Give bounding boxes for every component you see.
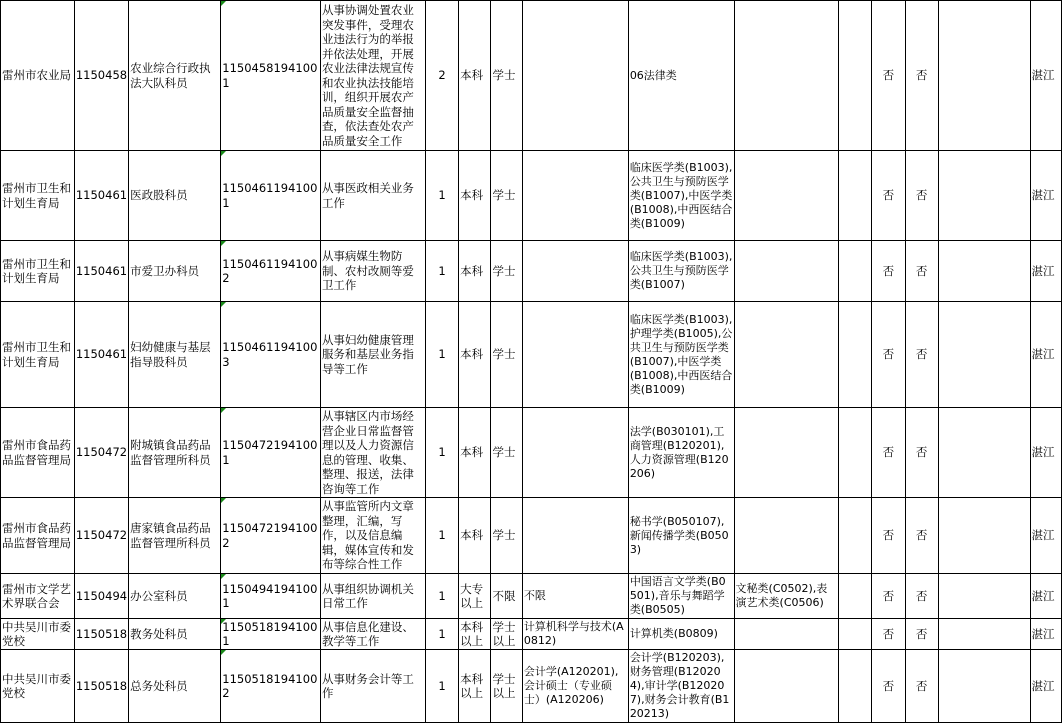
degree-text: 学士 (492, 263, 516, 278)
degree-cell (491, 498, 522, 574)
unit-code-text: 1150461 (75, 347, 128, 362)
graduate-major-cell (522, 498, 628, 574)
duties-cell (320, 498, 425, 574)
table-row (1, 650, 1062, 723)
position-code-cell (221, 498, 321, 574)
blank-cell (938, 574, 1030, 619)
education-text: 本科 (460, 347, 484, 362)
college-major-text: 文秘类(C0502),表演艺术类(C0506) (735, 582, 828, 609)
requirement-cell (872, 619, 905, 650)
headcount-cell (426, 574, 459, 619)
unit-name-text: 雷州市卫生和计划生育局 (2, 340, 71, 369)
city-text: 湛江 (1031, 626, 1055, 641)
undergraduate-major-text: 中国语言文学类(B0501),音乐与舞蹈学类(B0505) (629, 575, 726, 616)
headcount-cell (426, 302, 459, 408)
city-text: 湛江 (1031, 263, 1055, 278)
unit-code-cell (74, 574, 128, 619)
position-name-text: 农业综合行政执法大队科员 (130, 61, 211, 90)
city-text: 湛江 (1031, 678, 1055, 693)
city-cell (1030, 151, 1062, 241)
requirement-cell (905, 498, 938, 574)
requirement-cell (905, 241, 938, 302)
requirement-cell (872, 302, 905, 408)
table-row (1, 619, 1062, 650)
requirement-text: 否 (915, 626, 928, 641)
requirement-cell (905, 151, 938, 241)
table-row (1, 151, 1062, 241)
unit-name-cell (1, 498, 75, 574)
degree-text: 不限 (492, 588, 516, 603)
requirement-text: 否 (882, 588, 895, 603)
city-cell (1030, 1, 1062, 151)
cell-comment-marker-icon (221, 498, 226, 503)
position-name-cell (129, 151, 221, 241)
requirement-cell (872, 241, 905, 302)
city-cell (1030, 498, 1062, 574)
degree-cell (491, 1, 522, 151)
headcount-cell (426, 151, 459, 241)
headcount-cell (426, 241, 459, 302)
unit-code-cell (74, 1, 128, 151)
duties-text: 从事妇幼健康管理服务和基层业务指导等工作 (321, 332, 414, 376)
blank-cell (839, 574, 872, 619)
graduate-major-text: 不限 (523, 589, 546, 602)
requirement-text: 否 (915, 68, 928, 83)
unit-name-cell (1, 1, 75, 151)
degree-text: 学士 (492, 347, 516, 362)
education-cell (459, 241, 491, 302)
education-text: 本科以上 (460, 619, 484, 648)
blank-cell (839, 498, 872, 574)
city-text: 湛江 (1031, 445, 1055, 460)
position-code-text: 11504721941001 (222, 438, 318, 467)
education-text: 大专以上 (460, 581, 484, 610)
position-code-text: 11504611941002 (222, 256, 318, 285)
requirement-text: 否 (882, 528, 895, 543)
unit-name-cell (1, 302, 75, 408)
position-name-text: 医政股科员 (130, 188, 188, 203)
undergraduate-major-text: 06法律类 (629, 68, 677, 82)
unit-name-text: 雷州市食品药品监督管理局 (2, 521, 71, 550)
education-cell (459, 650, 491, 723)
city-cell (1030, 241, 1062, 302)
requirement-cell (872, 1, 905, 151)
duties-text: 从事财务会计等工作 (321, 671, 414, 700)
table-row (1, 574, 1062, 619)
requirement-cell (905, 650, 938, 723)
graduate-major-cell (522, 619, 628, 650)
blank-cell (938, 1, 1030, 151)
graduate-major-cell (522, 1, 628, 151)
undergraduate-major-text: 临床医学类(B1003),公共卫生与预防医学类(B1007) (629, 250, 733, 291)
blank-cell (839, 408, 872, 498)
position-name-cell (129, 241, 221, 302)
headcount-cell (426, 408, 459, 498)
position-name-text: 唐家镇食品药品监督管理所科员 (130, 521, 211, 550)
position-name-cell (129, 498, 221, 574)
college-major-cell (734, 302, 839, 408)
requirement-cell (905, 619, 938, 650)
education-text: 本科 (460, 528, 484, 543)
duties-text: 从事监管所内文章整理，汇编，写作，以及信息编辑，媒体宣传和发布等综合性工作 (321, 499, 414, 572)
position-code-text: 11505181941002 (222, 671, 318, 700)
unit-name-cell (1, 151, 75, 241)
position-code-cell (221, 1, 321, 151)
undergraduate-major-cell (628, 498, 734, 574)
headcount-text: 1 (438, 347, 446, 362)
college-major-cell (734, 650, 839, 723)
undergraduate-major-text: 法学(B030101),工商管理(B120201),人力资源管理(B120206) (629, 424, 729, 480)
city-cell (1030, 619, 1062, 650)
duties-cell (320, 1, 425, 151)
position-code-cell (221, 619, 321, 650)
headcount-text: 1 (438, 588, 446, 603)
unit-name-text: 雷州市卫生和计划生育局 (2, 256, 71, 285)
blank-cell (938, 151, 1030, 241)
position-name-text: 市爱卫办科员 (130, 263, 200, 278)
unit-code-cell (74, 302, 128, 408)
city-text: 湛江 (1031, 588, 1055, 603)
position-name-text: 总务处科员 (130, 678, 188, 693)
unit-code-cell (74, 619, 128, 650)
degree-cell (491, 619, 522, 650)
unit-code-cell (74, 650, 128, 723)
requirement-cell (905, 408, 938, 498)
undergraduate-major-text: 临床医学类(B1003),公共卫生与预防医学类(B1007),中医学类(B1008),中西医结合类(B1009) (629, 160, 733, 230)
undergraduate-major-cell (628, 241, 734, 302)
position-code-text: 11504581941001 (222, 61, 318, 90)
requirement-cell (905, 574, 938, 619)
unit-code-text: 1150518 (75, 678, 128, 693)
degree-text: 学士以上 (492, 671, 516, 700)
requirement-text: 否 (915, 528, 928, 543)
position-name-cell (129, 650, 221, 723)
position-code-cell (221, 302, 321, 408)
undergraduate-major-text: 会计学(B120203),财务管理(B120204),审计学(B120207),财务会计教育(B120213) (629, 651, 730, 720)
unit-code-text: 1150472 (75, 528, 128, 543)
position-name-text: 附城镇食品药品监督管理所科员 (130, 438, 211, 467)
college-major-cell (734, 574, 839, 619)
headcount-cell (426, 1, 459, 151)
position-code-text: 11504941941001 (222, 581, 318, 610)
education-cell (459, 408, 491, 498)
cell-comment-marker-icon (221, 650, 226, 655)
education-cell (459, 498, 491, 574)
college-major-cell (734, 1, 839, 151)
education-cell (459, 574, 491, 619)
headcount-text: 1 (438, 678, 446, 693)
requirement-text: 否 (882, 626, 895, 641)
position-name-cell (129, 1, 221, 151)
graduate-major-text: 计算机科学与技术(A0812) (523, 620, 624, 647)
education-cell (459, 302, 491, 408)
requirement-cell (872, 650, 905, 723)
unit-code-text: 1150458 (75, 68, 128, 83)
blank-cell (938, 498, 1030, 574)
duties-text: 从事信息化建设、教学等工作 (321, 619, 414, 648)
degree-text: 学士 (492, 188, 516, 203)
blank-cell (839, 151, 872, 241)
requirement-text: 否 (882, 347, 895, 362)
education-text: 本科 (460, 188, 484, 203)
duties-cell (320, 302, 425, 408)
blank-cell (839, 302, 872, 408)
unit-name-cell (1, 408, 75, 498)
city-cell (1030, 650, 1062, 723)
undergraduate-major-cell (628, 650, 734, 723)
unit-name-cell (1, 619, 75, 650)
position-code-cell (221, 574, 321, 619)
headcount-text: 1 (438, 188, 446, 203)
undergraduate-major-text: 计算机类(B0809) (629, 627, 718, 640)
requirement-text: 否 (915, 188, 928, 203)
position-name-text: 教务处科员 (130, 626, 188, 641)
blank-cell (938, 302, 1030, 408)
undergraduate-major-text: 临床医学类(B1003),护理学类(B1005),公共卫生与预防医学类(B1007),中医学类(B1008),中西医结合类(B1009) (629, 312, 733, 396)
duties-cell (320, 574, 425, 619)
college-major-cell (734, 408, 839, 498)
requirement-text: 否 (915, 678, 928, 693)
education-text: 本科 (460, 263, 484, 278)
requirement-text: 否 (882, 445, 895, 460)
headcount-text: 1 (438, 263, 446, 278)
unit-name-cell (1, 574, 75, 619)
education-cell (459, 151, 491, 241)
graduate-major-cell (522, 408, 628, 498)
education-text: 本科以上 (460, 671, 484, 700)
duties-text: 从事医政相关业务工作 (321, 181, 414, 210)
blank-cell (938, 408, 1030, 498)
blank-cell (938, 241, 1030, 302)
cell-comment-marker-icon (221, 151, 226, 156)
cell-comment-marker-icon (221, 241, 226, 246)
position-name-cell (129, 408, 221, 498)
city-text: 湛江 (1031, 68, 1055, 83)
requirement-text: 否 (915, 588, 928, 603)
duties-cell (320, 650, 425, 723)
unit-name-text: 雷州市食品药品监督管理局 (2, 438, 71, 467)
unit-code-cell (74, 241, 128, 302)
degree-cell (491, 241, 522, 302)
table-body (1, 1, 1062, 723)
blank-cell (839, 1, 872, 151)
headcount-text: 2 (438, 68, 446, 83)
requirement-text: 否 (882, 188, 895, 203)
degree-text: 学士 (492, 528, 516, 543)
table-row (1, 1, 1062, 151)
graduate-major-cell (522, 302, 628, 408)
requirement-cell (872, 574, 905, 619)
duties-text: 从事辖区内市场经营企业日常监督管理以及人力资源信息的管理、收集、整理、报送，法律咨询等工作 (321, 409, 414, 496)
unit-code-cell (74, 498, 128, 574)
blank-cell (839, 241, 872, 302)
city-cell (1030, 408, 1062, 498)
graduate-major-cell (522, 241, 628, 302)
requirement-text: 否 (882, 263, 895, 278)
unit-name-text: 中共吴川市委党校 (2, 671, 71, 700)
headcount-cell (426, 498, 459, 574)
position-name-text: 办公室科员 (130, 588, 188, 603)
graduate-major-cell (522, 574, 628, 619)
table-row (1, 302, 1062, 408)
degree-text: 学士 (492, 68, 516, 83)
unit-code-text: 1150518 (75, 626, 128, 641)
unit-code-text: 1150472 (75, 445, 128, 460)
requirement-text: 否 (915, 263, 928, 278)
headcount-cell (426, 619, 459, 650)
degree-text: 学士以上 (492, 619, 516, 648)
unit-name-text: 雷州市卫生和计划生育局 (2, 181, 71, 210)
degree-cell (491, 408, 522, 498)
position-code-text: 11504611941001 (222, 181, 318, 210)
cell-comment-marker-icon (221, 1, 226, 6)
requirement-text: 否 (882, 68, 895, 83)
college-major-cell (734, 151, 839, 241)
table-row (1, 408, 1062, 498)
position-code-cell (221, 151, 321, 241)
college-major-cell (734, 241, 839, 302)
education-cell (459, 1, 491, 151)
education-cell (459, 619, 491, 650)
degree-cell (491, 151, 522, 241)
city-text: 湛江 (1031, 347, 1055, 362)
unit-name-cell (1, 650, 75, 723)
blank-cell (938, 619, 1030, 650)
city-cell (1030, 574, 1062, 619)
position-code-cell (221, 241, 321, 302)
duties-text: 从事病媒生物防制、农村改厕等爱卫工作 (321, 249, 414, 293)
headcount-cell (426, 650, 459, 723)
position-code-cell (221, 650, 321, 723)
unit-code-cell (74, 151, 128, 241)
city-text: 湛江 (1031, 188, 1055, 203)
cell-comment-marker-icon (221, 619, 226, 624)
duties-text: 从事组织协调机关日常工作 (321, 581, 414, 610)
graduate-major-text: 会计学(A120201),会计硕士（专业硕士）(A120206) (523, 665, 619, 706)
education-text: 本科 (460, 445, 484, 460)
unit-name-cell (1, 241, 75, 302)
graduate-major-cell (522, 151, 628, 241)
undergraduate-major-cell (628, 408, 734, 498)
duties-cell (320, 619, 425, 650)
unit-name-text: 中共吴川市委党校 (2, 619, 71, 648)
degree-text: 学士 (492, 445, 516, 460)
city-cell (1030, 302, 1062, 408)
requirement-cell (872, 498, 905, 574)
city-text: 湛江 (1031, 528, 1055, 543)
table-row (1, 498, 1062, 574)
college-major-cell (734, 498, 839, 574)
undergraduate-major-cell (628, 619, 734, 650)
undergraduate-major-cell (628, 302, 734, 408)
position-code-text: 11504611941003 (222, 340, 318, 369)
headcount-text: 1 (438, 445, 446, 460)
cell-comment-marker-icon (221, 574, 226, 579)
headcount-text: 1 (438, 528, 446, 543)
requirement-cell (872, 408, 905, 498)
requirement-text: 否 (915, 445, 928, 460)
blank-cell (938, 650, 1030, 723)
duties-cell (320, 151, 425, 241)
undergraduate-major-cell (628, 151, 734, 241)
duties-cell (320, 408, 425, 498)
position-code-text: 11504721941002 (222, 521, 318, 550)
graduate-major-cell (522, 650, 628, 723)
unit-name-text: 雷州市农业局 (2, 68, 71, 83)
requirement-cell (872, 151, 905, 241)
position-name-text: 妇幼健康与基层指导股科员 (130, 340, 211, 369)
duties-cell (320, 241, 425, 302)
position-code-text: 11505181941001 (222, 619, 318, 648)
requirement-cell (905, 302, 938, 408)
undergraduate-major-text: 秘书学(B050107),新闻传播学类(B0503) (629, 514, 729, 556)
position-name-cell (129, 302, 221, 408)
table-row (1, 241, 1062, 302)
blank-cell (839, 650, 872, 723)
cell-comment-marker-icon (221, 302, 226, 307)
unit-name-text: 雷州市文学艺术界联合会 (2, 581, 71, 610)
blank-cell (839, 619, 872, 650)
unit-code-text: 1150494 (75, 588, 128, 603)
college-major-cell (734, 619, 839, 650)
requirement-cell (905, 1, 938, 151)
degree-cell (491, 650, 522, 723)
unit-code-cell (74, 408, 128, 498)
position-name-cell (129, 574, 221, 619)
position-name-cell (129, 619, 221, 650)
duties-text: 从事协调处置农业突发事件，受理农业违法行为的举报并依法处理，开展农业法律法规宣传和农业执法技能培训，组织开展农产品质量安全监督抽查，依法查处农产品质量安全工作 (321, 3, 414, 148)
headcount-text: 1 (438, 626, 446, 641)
requirement-text: 否 (882, 678, 895, 693)
undergraduate-major-cell (628, 574, 734, 619)
position-code-cell (221, 408, 321, 498)
unit-code-text: 1150461 (75, 263, 128, 278)
degree-cell (491, 574, 522, 619)
cell-comment-marker-icon (221, 408, 226, 413)
unit-code-text: 1150461 (75, 188, 128, 203)
education-text: 本科 (460, 68, 484, 83)
undergraduate-major-cell (628, 1, 734, 151)
degree-cell (491, 302, 522, 408)
requirement-text: 否 (915, 347, 928, 362)
